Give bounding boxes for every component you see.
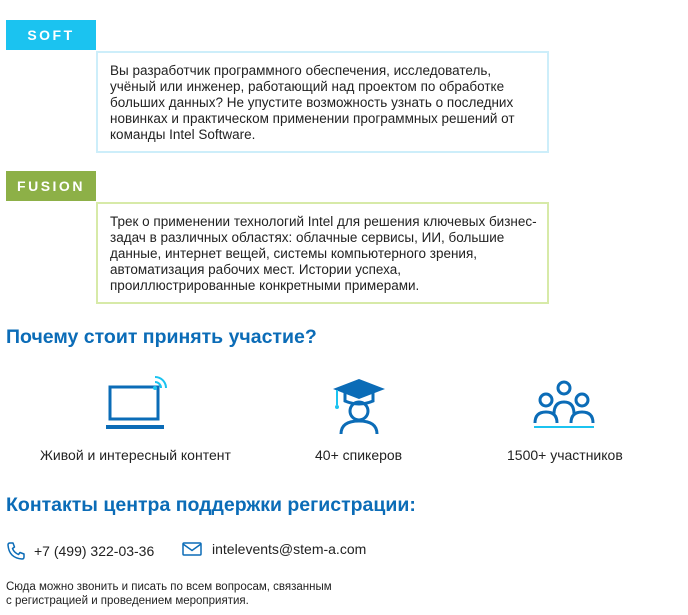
fusion-track-description: Трек о применении технологий Intel для решения ключевых бизнес-задач в различных областях: облачные сервисы, ИИ, большие данные, интернет вещей, системы компьютерного зрения, автоматизация рабочих мест. Истории успеха, проиллюстрированные конкретными примерами. [96, 202, 549, 304]
laptop-wireless-icon [104, 376, 168, 437]
graduate-speaker-icon [331, 377, 387, 440]
contacts-heading: Контакты центра поддержки регистрации: [6, 494, 416, 516]
fusion-track-tag: FUSION [6, 171, 96, 201]
soft-track-tag: SOFT [6, 20, 96, 50]
contacts-note-line1: Сюда можно звонить и писать по всем вопросам, связанным [6, 581, 332, 593]
email-address[interactable]: intelevents@stem-a.com [212, 541, 367, 557]
phone-contact[interactable] [6, 541, 154, 561]
envelope-icon [182, 541, 202, 557]
contacts-note [6, 580, 406, 608]
soft-track-description: Вы разработчик программного обеспечения, исследователь, учёный или инженер, работающий над проектом по обработке больших данных? Не упустите возможность узнать о последних новинках и практическом применении программных решений от команды Intel Software. [96, 51, 549, 153]
why-participate-heading: Почему стоит принять участие? [6, 326, 317, 348]
contacts-note-line2: с регистрацией и проведением мероприятия. [6, 595, 249, 607]
feature-speakers-label: 40+ спикеров [315, 447, 403, 463]
email-contact[interactable] [182, 541, 366, 557]
phone-icon [6, 541, 26, 561]
phone-number[interactable]: +7 (499) 322-03-36 [34, 543, 155, 559]
people-group-icon [532, 380, 596, 435]
feature-content-label: Живой и интересный контент [40, 447, 231, 463]
feature-participants-label: 1500+ участников [507, 447, 623, 463]
